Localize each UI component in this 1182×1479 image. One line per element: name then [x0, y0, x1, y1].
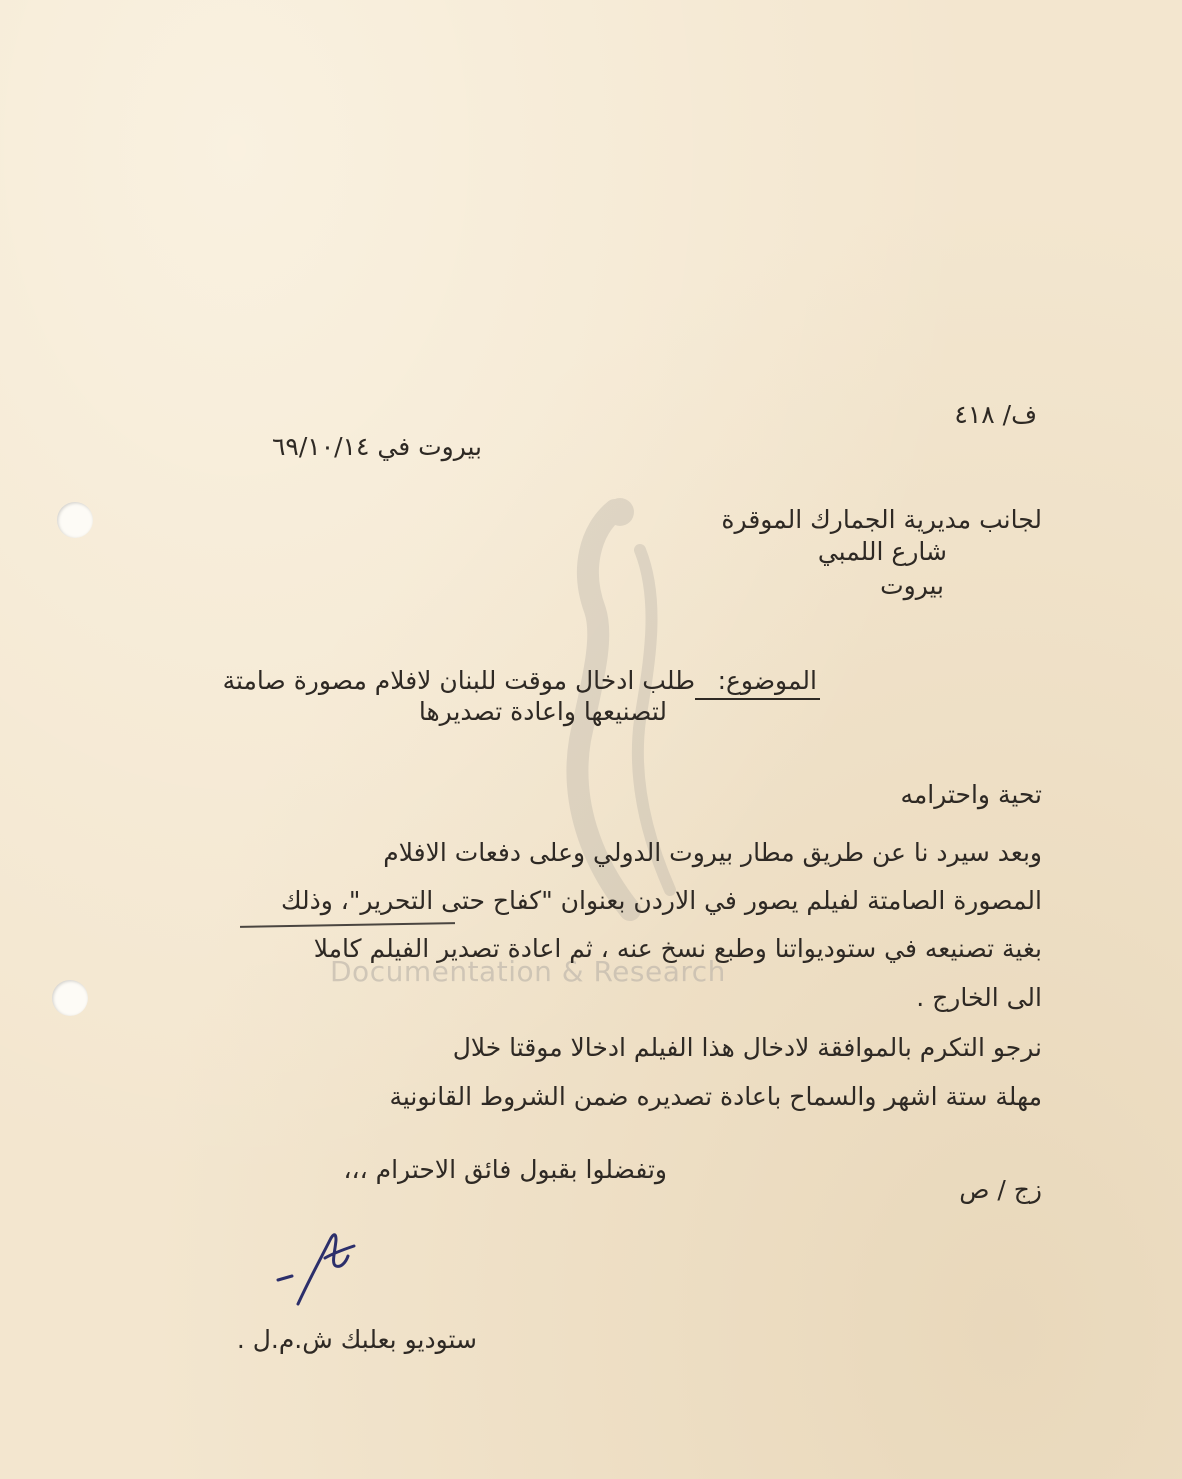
subject-label: الموضوع:	[717, 666, 817, 695]
punch-hole-top	[57, 502, 93, 538]
greeting: تحية واحترامه	[900, 780, 1042, 809]
typist-initials: زج / ص	[959, 1175, 1042, 1204]
reference-number: ف/ ٤١٨	[954, 400, 1037, 429]
handwritten-signature	[270, 1220, 360, 1320]
closing-salutation: وتفضلوا بقبول فائق الاحترام ،،،	[343, 1155, 667, 1184]
place-and-date: بيروت في ٦٩/١٠/١٤	[271, 432, 482, 461]
film-title-underline	[240, 922, 455, 928]
recipient-line-1: لجانب مديرية الجمارك الموقرة	[721, 505, 1042, 534]
punch-hole-bottom	[52, 980, 88, 1016]
subject-underline	[695, 698, 820, 700]
paragraph-1-line-3: بغية تصنيعه في ستوديواتنا وطبع نسخ عنه ، ثم اعادة تصدير الفيلم كاملا	[313, 934, 1042, 963]
paragraph-2-line-2: مهلة ستة اشهر والسماح باعادة تصديره ضمن الشروط القانونية	[389, 1082, 1042, 1111]
paragraph-1-line-2: المصورة الصامتة لفيلم يصور في الاردن بعنوان "كفاح حتى التحرير"، وذلك	[280, 886, 1042, 915]
watermark-text: Documentation & Research	[330, 955, 726, 988]
paragraph-1-line-4: الى الخارج .	[916, 983, 1042, 1012]
sender-name: ستوديو بعلبك ش.م.ل .	[236, 1325, 477, 1354]
recipient-line-3: بيروت	[880, 571, 944, 600]
subject-line-1: طلب ادخال موقت للبنان لافلام مصورة صامتة	[222, 666, 695, 695]
subject-line-2: لتصنيعها واعادة تصديرها	[418, 697, 667, 726]
paragraph-2-line-1: نرجو التكرم بالموافقة لادخال هذا الفيلم ادخالا موقتا خلال	[452, 1033, 1042, 1062]
recipient-line-2: شارع اللمبي	[817, 537, 947, 566]
paragraph-1-line-1: وبعد سيرد نا عن طريق مطار بيروت الدولي وعلى دفعات الافلام	[383, 838, 1042, 867]
